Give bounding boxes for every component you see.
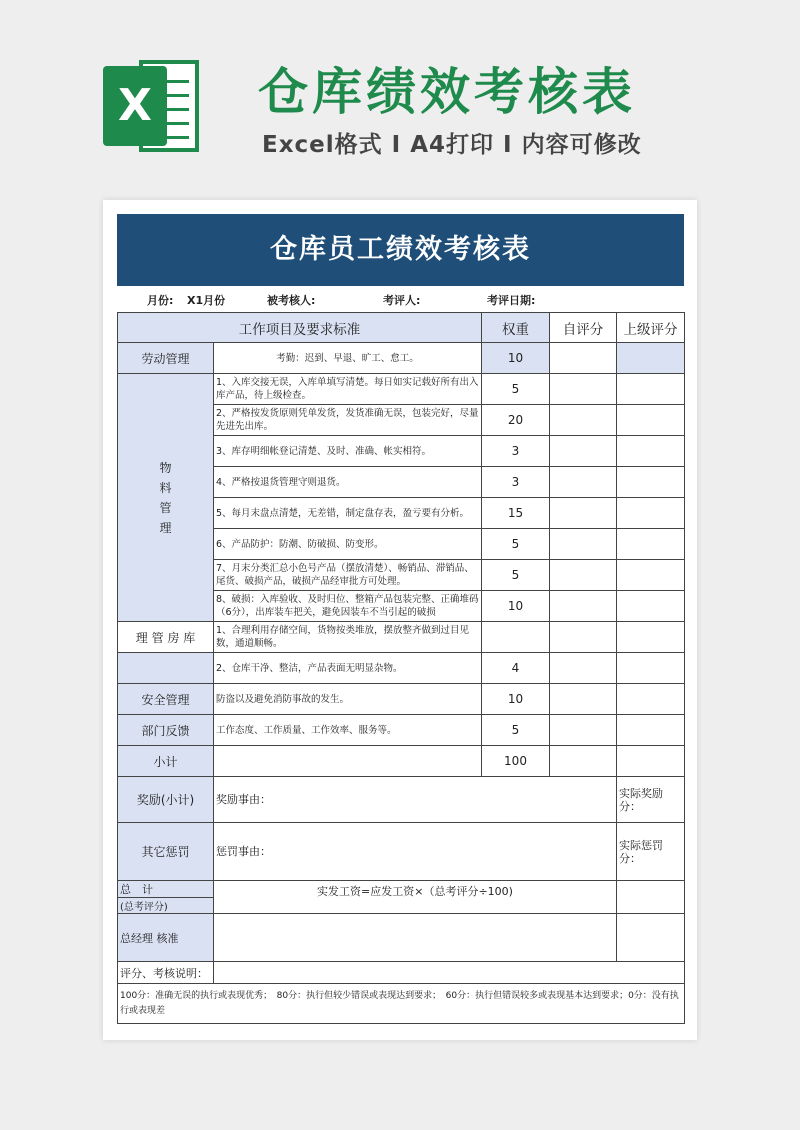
- self-score-cell[interactable]: [550, 653, 617, 684]
- info-row: [117, 286, 684, 312]
- reward-score[interactable]: 实际奖励分：: [617, 777, 685, 823]
- category-warehouse: 理 管 房 库: [118, 622, 214, 653]
- weight-cell: 5: [482, 529, 550, 560]
- superior-score-cell[interactable]: [617, 343, 685, 374]
- item-text: 考勤：迟到、早退、旷工、怠工。: [214, 343, 482, 374]
- self-score-cell[interactable]: [550, 560, 617, 591]
- item-text: 3、库存明细帐登记清楚、及时、准确、帐实相符。: [214, 436, 482, 467]
- item-text: 2、仓库干净、整洁，产品表面无明显杂物。: [214, 653, 482, 684]
- weight-cell: 10: [482, 591, 550, 622]
- table-row: [118, 746, 685, 777]
- item-text: 防盗以及避免消防事故的发生。: [214, 684, 482, 715]
- category-subtotal: 小计: [118, 746, 214, 777]
- appraisal-table: [117, 312, 685, 1024]
- category-blank: [118, 653, 214, 684]
- assessee-label: 被考核人:: [267, 294, 316, 307]
- superior-score-cell[interactable]: [617, 405, 685, 436]
- weight-cell: 3: [482, 467, 550, 498]
- superior-score-cell[interactable]: [617, 746, 685, 777]
- weight-cell: 10: [482, 684, 550, 715]
- table-row: [118, 622, 685, 653]
- weight-cell: 10: [482, 343, 550, 374]
- item-text: 工作态度、工作质量、工作效率、服务等。: [214, 715, 482, 746]
- table-header-row: [118, 313, 685, 343]
- self-score-cell[interactable]: [550, 374, 617, 405]
- self-score-cell[interactable]: [550, 498, 617, 529]
- superior-score-cell[interactable]: [617, 684, 685, 715]
- table-row: [118, 374, 685, 405]
- scoring-note: 100分：准确无误的执行或表现优秀； 80分：执行但较少错误或表现达到要求； 60分：执行但错误较多或表现基本达到要求；0分：没有执行或表现差: [118, 984, 685, 1024]
- total-score[interactable]: [617, 881, 685, 914]
- weight-cell: 3: [482, 436, 550, 467]
- item-text: 5、每月末盘点清楚，无差错，制定盘存表，盈亏要有分析。: [214, 498, 482, 529]
- superior-score-cell[interactable]: [617, 436, 685, 467]
- table-row: [118, 715, 685, 746]
- item-text: [214, 746, 482, 777]
- weight-cell: 5: [482, 374, 550, 405]
- gm-score[interactable]: [617, 914, 685, 962]
- page-title: 仓库绩效考核表: [258, 63, 636, 121]
- sheet-title: 仓库员工绩效考核表: [117, 214, 684, 286]
- category-material-label: 物 料 管 理: [159, 460, 172, 535]
- total-sub-label: (总考评分): [118, 898, 214, 914]
- date-label: 考评日期:: [487, 294, 536, 307]
- weight-cell: 15: [482, 498, 550, 529]
- weight-cell: 5: [482, 560, 550, 591]
- weight-cell: 20: [482, 405, 550, 436]
- month-label: 月份:: [147, 294, 174, 307]
- total-label: 总 计: [118, 881, 214, 898]
- total-formula: 实发工资=应发工资×（总考评分÷100): [214, 881, 617, 914]
- penalty-score[interactable]: 实际惩罚分：: [617, 823, 685, 881]
- logo-letter: X: [118, 80, 152, 131]
- self-score-cell[interactable]: [550, 715, 617, 746]
- col-header-self: 自评分: [550, 313, 617, 343]
- page-subtitle: Excel格式 I A4打印 I 内容可修改: [262, 132, 642, 158]
- item-text: 4、严格按退货管理守则退货。: [214, 467, 482, 498]
- category-safety: 安全管理: [118, 684, 214, 715]
- gm-label: 总经理 核准: [118, 914, 214, 962]
- category-labor: 劳动管理: [118, 343, 214, 374]
- weight-cell: [482, 622, 550, 653]
- item-text: 6、产品防护：防潮、防破损、防变形。: [214, 529, 482, 560]
- assessor-label: 考评人:: [383, 294, 421, 307]
- category-dept: 部门反馈: [118, 715, 214, 746]
- item-text: 2、严格按发货原则凭单发货，发货准确无误，包装完好，尽量先进先出库。: [214, 405, 482, 436]
- self-score-cell[interactable]: [550, 746, 617, 777]
- table-row: [118, 881, 685, 898]
- category-penalty: 其它惩罚: [118, 823, 214, 881]
- self-score-cell[interactable]: [550, 467, 617, 498]
- comment-label: 评分、考核说明：: [118, 962, 214, 984]
- self-score-cell[interactable]: [550, 622, 617, 653]
- superior-score-cell[interactable]: [617, 374, 685, 405]
- comment-cell[interactable]: [214, 962, 685, 984]
- weight-cell: 4: [482, 653, 550, 684]
- table-row: [118, 653, 685, 684]
- self-score-cell[interactable]: [550, 436, 617, 467]
- table-row: [118, 962, 685, 984]
- item-text: 8、破损：入库验收、及时归位、整箱产品包装完整、正确堆码（6分），出库装车把关，避免因装车不当引起的破损: [214, 591, 482, 622]
- category-reward: 奖励(小计): [118, 777, 214, 823]
- col-header-weight: 权重: [482, 313, 550, 343]
- superior-score-cell[interactable]: [617, 715, 685, 746]
- table-row: [118, 914, 685, 962]
- item-text: 7、月末分类汇总小色号产品（摆放清楚）、畅销品、滞销品、尾货、破损产品，破损产品经审批方可处理。: [214, 560, 482, 591]
- superior-score-cell[interactable]: [617, 653, 685, 684]
- table-row: [118, 777, 685, 823]
- self-score-cell[interactable]: [550, 591, 617, 622]
- reward-reason[interactable]: 奖励事由：: [214, 777, 617, 823]
- superior-score-cell[interactable]: [617, 622, 685, 653]
- item-text: 1、入库交接无误，入库单填写清楚。每日如实记载好所有出入库产品，待上级检查。: [214, 374, 482, 405]
- table-row: [118, 823, 685, 881]
- weight-cell: 5: [482, 715, 550, 746]
- category-material: [118, 374, 214, 622]
- page-header: [0, 0, 800, 185]
- col-header-superior: 上级评分: [617, 313, 685, 343]
- gm-approval[interactable]: [214, 914, 617, 962]
- penalty-reason[interactable]: 惩罚事由：: [214, 823, 617, 881]
- item-text: 1、合理利用存储空间，货物按类堆放，摆放整齐做到过目见数，通道顺畅。: [214, 622, 482, 653]
- col-header-items: 工作项目及要求标准: [118, 313, 482, 343]
- table-row: [118, 343, 685, 374]
- table-row: [118, 684, 685, 715]
- month-value: X1月份: [187, 294, 226, 307]
- superior-score-cell[interactable]: [617, 467, 685, 498]
- superior-score-cell[interactable]: [617, 529, 685, 560]
- superior-score-cell[interactable]: [617, 591, 685, 622]
- weight-total: 100: [482, 746, 550, 777]
- self-score-cell[interactable]: [550, 405, 617, 436]
- self-score-cell[interactable]: [550, 684, 617, 715]
- table-row: [118, 984, 685, 1024]
- excel-logo-icon: [103, 60, 199, 152]
- self-score-cell[interactable]: [550, 529, 617, 560]
- superior-score-cell[interactable]: [617, 560, 685, 591]
- self-score-cell[interactable]: [550, 343, 617, 374]
- superior-score-cell[interactable]: [617, 498, 685, 529]
